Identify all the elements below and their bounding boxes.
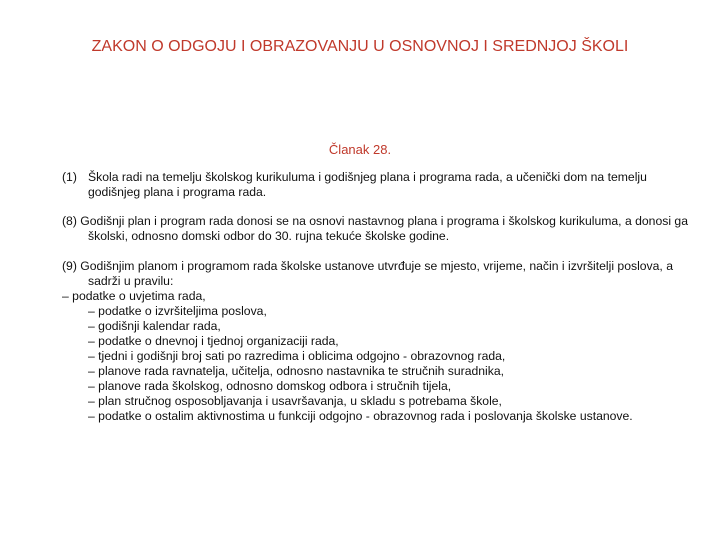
list-item: – godišnji kalendar rada, <box>88 319 221 333</box>
document-title: ZAKON O ODGOJU I OBRAZOVANJU U OSNOVNOJ I SREDNJOJ ŠKOLI <box>91 38 629 55</box>
paragraph-number: (1) <box>62 170 77 184</box>
list-item: – podatke o dnevnoj i tjednoj organizaciji rada, <box>88 334 339 348</box>
list-item: – planove rada ravnatelja, učitelja, odnosno nastavnika te stručnih suradnika, <box>88 364 504 378</box>
list-item: – podatke o uvjetima rada, <box>62 289 206 303</box>
paragraph-8: (8) Godišnji plan i program rada donosi se na osnovi nastavnog plana i programa i školskog kurikuluma, a donosi ga školski, odnosno domski odbor do 30. rujna tekuće školske godine. <box>62 214 688 243</box>
article-heading: Članak 28. <box>328 142 392 157</box>
article-body <box>62 170 692 424</box>
list-item: – tjedni i godišnji broj sati po razredima i oblicima odgojno - obrazovnog rada, <box>88 349 506 363</box>
list-item: – podatke o izvršiteljima poslova, <box>88 304 267 318</box>
paragraph-1 <box>62 170 692 200</box>
content-list <box>62 289 692 424</box>
paragraph-text: Škola radi na temelju školskog kurikuluma i godišnjeg plana i programa rada, a učenički dom na temelju godišnjeg plana i programa rada. <box>88 170 647 199</box>
list-item: – podatke o ostalim aktivnostima u funkciji odgojno - obrazovnog rada i poslovanja školske ustanove. <box>88 409 633 423</box>
list-item: – plan stručnog osposobljavanja i usavršavanja, u skladu s potrebama škole, <box>88 394 502 408</box>
paragraph-9: (9) Godišnjim planom i programom rada školske ustanove utvrđuje se mjesto, vrijeme, način i izvršitelji poslova, a sadrži u pravilu: <box>62 259 673 288</box>
list-item: – planove rada školskog, odnosno domskog odbora i stručnih tijela, <box>88 379 452 393</box>
